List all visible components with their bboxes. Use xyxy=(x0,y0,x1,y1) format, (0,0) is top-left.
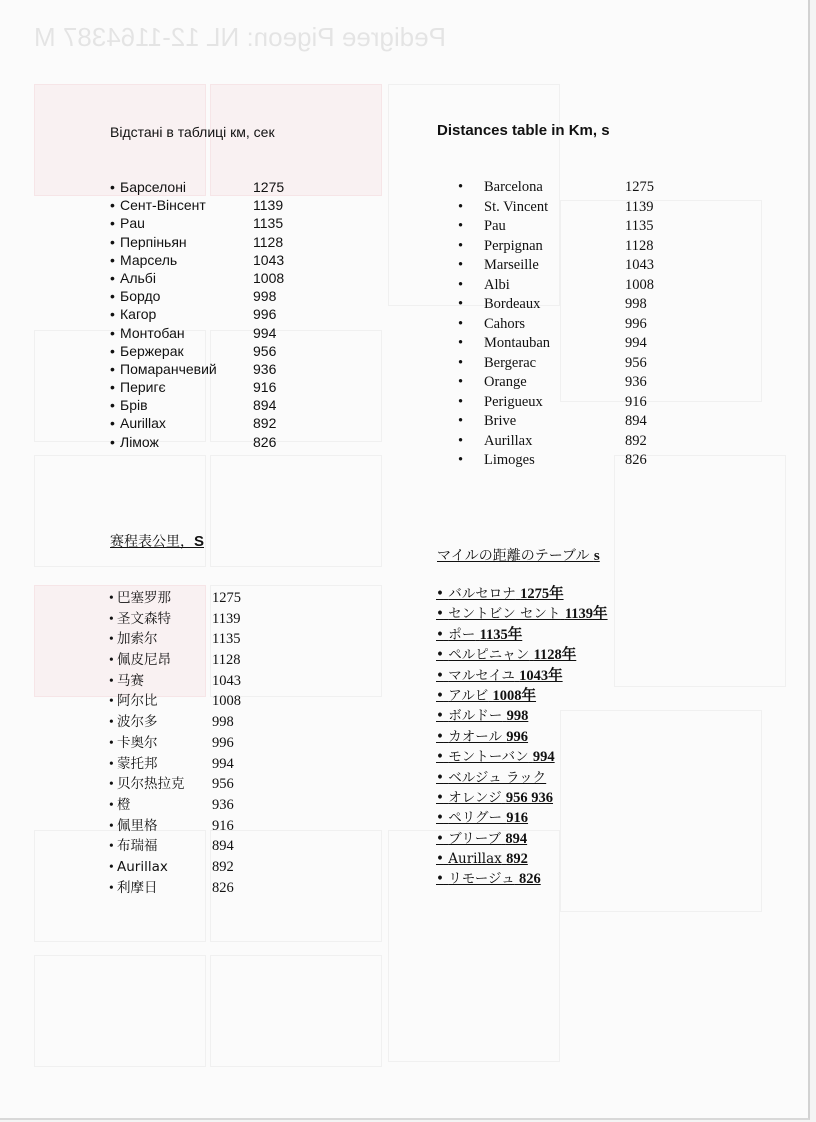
distance-value: 892 xyxy=(506,851,528,868)
ukrainian-table-title: Відстані в таблиці км, сек xyxy=(110,124,275,140)
bullet-marker: • xyxy=(436,789,444,806)
bullet-marker: • xyxy=(109,755,114,771)
distance-value: 1043 xyxy=(212,672,241,689)
place-name: 阿尔比 xyxy=(117,693,158,710)
place-name: Марсель xyxy=(120,251,178,268)
distance-value: 916 xyxy=(506,810,529,827)
bullet-marker: • xyxy=(458,335,464,351)
bullet-marker: • xyxy=(110,269,115,286)
bullet-marker: • xyxy=(110,433,115,450)
bullet-marker: • xyxy=(458,276,464,293)
place-name: Cahors xyxy=(484,315,526,332)
place-name: ベルジュ ラック xyxy=(448,769,547,786)
place-name: Барселоні xyxy=(120,179,187,195)
distance-value: 892 xyxy=(253,415,277,432)
place-name: 蒙托邦 xyxy=(117,755,158,772)
bleed-through-box xyxy=(34,955,206,1067)
ukrainian-distance-list xyxy=(110,178,284,451)
list-item xyxy=(436,706,608,726)
place-name: Pau xyxy=(120,215,145,232)
place-name: オレンジ xyxy=(448,789,502,806)
place-name: Брів xyxy=(120,397,148,414)
place-name: Кагор xyxy=(120,306,157,323)
place-name: ブリーブ xyxy=(448,830,502,847)
distance-value: 994 xyxy=(532,749,555,766)
distance-value: 1043年 xyxy=(519,667,563,684)
list-item xyxy=(110,178,284,196)
distance-value: 826 xyxy=(212,879,234,896)
japanese-table-title xyxy=(437,545,600,565)
distance-value: 1275 xyxy=(253,179,285,195)
list-item xyxy=(458,334,654,354)
bullet-marker: • xyxy=(458,354,464,371)
bullet-marker: • xyxy=(458,257,464,273)
bullet-marker: • xyxy=(458,179,464,195)
bullet-marker: • xyxy=(109,879,114,895)
place-name: 橙 xyxy=(117,796,131,813)
distance-value: 936 xyxy=(212,796,234,813)
distance-value: 916 xyxy=(625,393,647,410)
list-item xyxy=(110,324,284,342)
bullet-marker: • xyxy=(436,667,444,684)
list-item xyxy=(436,829,608,849)
place-name: Limoges xyxy=(484,452,535,468)
list-item xyxy=(458,198,654,218)
list-item xyxy=(458,295,654,315)
bullet-marker: • xyxy=(109,672,114,688)
list-item xyxy=(109,774,241,795)
distance-value: 996 xyxy=(253,306,277,323)
japanese-title-suffix: s xyxy=(593,548,600,564)
list-item xyxy=(436,584,608,604)
bullet-marker: • xyxy=(109,817,114,833)
bullet-marker: • xyxy=(458,374,464,390)
chinese-title-suffix: S xyxy=(194,533,205,550)
place-name: Pau xyxy=(484,218,506,234)
list-item xyxy=(110,269,284,287)
bullet-marker: • xyxy=(436,810,444,827)
place-name: Бордо xyxy=(120,288,161,305)
place-name: 佩里格 xyxy=(117,817,158,834)
place-name: ペリグー xyxy=(448,810,502,827)
distance-value: 826 xyxy=(518,871,541,888)
list-item xyxy=(458,178,654,198)
place-name: Bergerac xyxy=(484,354,537,371)
distance-value: 1008 xyxy=(625,276,654,293)
place-name: 布瑞福 xyxy=(117,838,158,855)
bullet-marker: • xyxy=(109,838,114,854)
list-item xyxy=(109,609,241,630)
distance-value: 916 xyxy=(212,817,234,834)
bullet-marker: • xyxy=(109,631,114,647)
list-item xyxy=(458,315,654,335)
distance-value: 1139 xyxy=(253,197,284,214)
bullet-marker: • xyxy=(436,687,444,704)
bullet-marker: • xyxy=(436,728,444,745)
list-item xyxy=(436,808,608,828)
distance-value: 894 xyxy=(625,413,647,429)
list-item xyxy=(110,305,284,323)
bullet-marker: • xyxy=(436,749,444,766)
distance-value: 936 xyxy=(625,374,647,390)
place-name: 圣文森特 xyxy=(117,610,171,627)
chinese-table-title xyxy=(110,531,204,551)
distance-value: 1135 xyxy=(253,215,284,232)
bullet-marker: • xyxy=(110,179,115,195)
place-name: Brive xyxy=(484,413,517,429)
place-name: マルセイユ xyxy=(448,667,515,684)
distance-value: 892 xyxy=(625,432,647,449)
distance-value: 996 xyxy=(506,728,529,745)
place-name: Aurillax xyxy=(448,851,502,868)
bullet-marker: • xyxy=(109,652,114,668)
bullet-marker: • xyxy=(436,586,444,602)
distance-value: 1043 xyxy=(253,251,285,268)
list-item xyxy=(436,666,608,686)
bullet-marker: • xyxy=(436,606,444,623)
bleed-through-box xyxy=(210,455,382,567)
list-item xyxy=(436,788,608,808)
place-name: Перпіньян xyxy=(120,233,187,250)
bullet-marker: • xyxy=(436,626,444,643)
list-item xyxy=(436,849,608,869)
list-item xyxy=(436,869,608,889)
bullet-marker: • xyxy=(436,851,444,868)
place-name: Perigueux xyxy=(484,393,543,410)
bullet-marker: • xyxy=(458,432,464,449)
bullet-marker: • xyxy=(436,830,444,847)
list-item xyxy=(458,237,654,257)
distance-value: 956 xyxy=(625,354,647,371)
place-name: Aurillax xyxy=(484,432,533,449)
english-distance-list xyxy=(458,178,654,471)
list-item xyxy=(110,196,284,214)
bullet-marker: • xyxy=(110,360,115,377)
bullet-marker: • xyxy=(109,734,114,750)
chinese-distance-list xyxy=(109,588,241,898)
list-item xyxy=(458,451,654,471)
bullet-marker: • xyxy=(458,393,464,410)
distance-value: 1275年 xyxy=(520,586,564,602)
bullet-marker: • xyxy=(109,858,114,874)
list-item xyxy=(458,432,654,452)
place-name: 巴塞罗那 xyxy=(117,590,171,606)
place-name: 马赛 xyxy=(117,672,144,689)
list-item xyxy=(458,373,654,393)
list-item xyxy=(436,604,608,624)
place-name: カオール xyxy=(448,728,502,745)
place-name: 贝尔热拉克 xyxy=(117,776,185,793)
bleed-through-box xyxy=(614,455,786,687)
japanese-title-text: マイルの距離のテーブル xyxy=(437,548,590,564)
distance-value: 994 xyxy=(625,335,647,351)
bullet-marker: • xyxy=(458,315,464,332)
list-item xyxy=(109,878,241,899)
list-item xyxy=(109,836,241,857)
place-name: Бержерак xyxy=(120,342,184,359)
list-item xyxy=(110,342,284,360)
list-item xyxy=(110,378,284,396)
distance-value: 1008年 xyxy=(492,687,537,704)
place-name: 波尔多 xyxy=(117,714,158,731)
bullet-marker: • xyxy=(436,769,444,786)
bullet-marker: • xyxy=(109,796,114,812)
list-item xyxy=(110,433,284,451)
bullet-marker: • xyxy=(110,251,115,268)
place-name: Лімож xyxy=(120,433,159,450)
japanese-distance-list xyxy=(436,584,608,890)
bullet-marker: • xyxy=(110,306,115,323)
list-item xyxy=(110,396,284,414)
distance-value: 956 936 xyxy=(505,789,554,806)
place-name: セントビン セント xyxy=(448,606,561,623)
distance-value: 916 xyxy=(253,379,277,396)
place-name: Barcelona xyxy=(484,179,543,195)
place-name: ポー xyxy=(448,626,476,643)
list-item xyxy=(109,650,241,671)
bullet-marker: • xyxy=(436,647,444,664)
place-name: Orange xyxy=(484,374,527,390)
bullet-marker: • xyxy=(110,215,115,232)
bullet-marker: • xyxy=(109,590,114,605)
list-item xyxy=(109,691,241,712)
bullet-marker: • xyxy=(110,197,115,214)
distance-value: 826 xyxy=(253,433,277,450)
distance-value: 894 xyxy=(253,397,277,414)
distance-value: 996 xyxy=(212,734,234,751)
distance-value: 1139 xyxy=(212,610,241,627)
place-name: Perpignan xyxy=(484,237,543,254)
bullet-marker: • xyxy=(110,288,115,305)
place-name: Aurillax xyxy=(117,858,168,875)
place-name: モントーバン xyxy=(448,749,529,766)
list-item xyxy=(109,733,241,754)
bullet-marker: • xyxy=(110,324,115,341)
distance-value: 936 xyxy=(253,360,277,377)
bullet-marker: • xyxy=(458,452,464,468)
bullet-marker: • xyxy=(110,379,115,396)
place-name: Marseille xyxy=(484,257,539,273)
bleed-through-header: Pedigree Pigeon: NL 12-1164387 M xyxy=(34,22,446,52)
bleed-through-box xyxy=(210,955,382,1067)
place-name: Bordeaux xyxy=(484,296,541,312)
place-name: 加索尔 xyxy=(117,631,158,648)
list-item xyxy=(110,233,284,251)
bullet-marker: • xyxy=(458,413,464,429)
bullet-marker: • xyxy=(109,776,114,792)
list-item xyxy=(436,768,608,788)
list-item xyxy=(436,686,608,706)
distance-value: 1128 xyxy=(253,233,284,250)
place-name: ペルピニャン xyxy=(448,647,530,664)
place-name: Монтобан xyxy=(120,324,185,341)
distance-value: 998 xyxy=(506,708,529,725)
distance-value: 998 xyxy=(212,714,234,731)
bullet-marker: • xyxy=(436,708,444,725)
distance-value: 994 xyxy=(212,755,234,772)
bullet-marker: • xyxy=(110,397,115,414)
list-item xyxy=(458,412,654,432)
distance-value: 1128 xyxy=(212,652,241,669)
list-item xyxy=(436,727,608,747)
chinese-title-text: 赛程表公里， xyxy=(110,534,194,550)
bullet-marker: • xyxy=(458,198,464,215)
distance-value: 1139 xyxy=(625,198,654,215)
list-item xyxy=(109,857,241,878)
distance-value: 1043 xyxy=(625,257,654,273)
place-name: バルセロナ xyxy=(448,586,516,602)
place-name: 利摩日 xyxy=(117,879,158,896)
distance-value: 826 xyxy=(625,452,647,468)
bullet-marker: • xyxy=(436,871,444,888)
place-name: アルビ xyxy=(448,687,489,704)
place-name: Сент-Вінсент xyxy=(120,197,206,214)
list-item xyxy=(110,360,284,378)
distance-value: 996 xyxy=(625,315,647,332)
bullet-marker: • xyxy=(109,610,114,626)
list-item xyxy=(458,393,654,413)
bullet-marker: • xyxy=(110,233,115,250)
place-name: Перигє xyxy=(120,379,166,396)
place-name: Помаранчевий xyxy=(120,360,217,377)
list-item xyxy=(110,214,284,232)
distance-value: 894 xyxy=(212,838,234,855)
list-item xyxy=(110,287,284,305)
place-name: 佩皮尼昂 xyxy=(117,652,171,669)
list-item xyxy=(110,414,284,432)
distance-value: 998 xyxy=(253,288,277,305)
bullet-marker: • xyxy=(109,693,114,709)
bullet-marker: • xyxy=(458,218,464,234)
bullet-marker: • xyxy=(458,237,464,254)
distance-value: 956 xyxy=(253,342,277,359)
list-item xyxy=(109,795,241,816)
list-item xyxy=(109,671,241,692)
place-name: リモージュ xyxy=(448,871,515,888)
distance-value: 998 xyxy=(625,296,647,312)
place-name: Aurillax xyxy=(120,415,166,432)
distance-value: 1139年 xyxy=(564,606,608,623)
bullet-marker: • xyxy=(110,415,115,432)
list-item xyxy=(109,816,241,837)
list-item xyxy=(458,217,654,237)
place-name: Albi xyxy=(484,276,510,293)
list-item xyxy=(110,251,284,269)
bullet-marker: • xyxy=(109,714,114,730)
list-item xyxy=(109,712,241,733)
distance-value: 1135年 xyxy=(479,626,523,643)
list-item xyxy=(436,625,608,645)
distance-value: 956 xyxy=(212,776,234,793)
list-item xyxy=(436,645,608,665)
distance-value: 1275 xyxy=(625,179,654,195)
distance-value: 1128 xyxy=(625,237,654,254)
distance-value: 1135 xyxy=(625,218,654,234)
bullet-marker: • xyxy=(458,296,464,312)
distance-value: 894 xyxy=(505,830,528,847)
place-name: 卡奥尔 xyxy=(117,734,158,751)
distance-value: 1275 xyxy=(212,590,241,606)
list-item xyxy=(458,354,654,374)
list-item xyxy=(109,754,241,775)
place-name: Альбі xyxy=(120,269,156,286)
distance-value: 1135 xyxy=(212,631,241,648)
list-item xyxy=(458,256,654,276)
place-name: Montauban xyxy=(484,335,551,351)
distance-value: 994 xyxy=(253,324,277,341)
distance-value: 892 xyxy=(212,858,234,875)
list-item xyxy=(109,588,241,609)
list-item xyxy=(458,276,654,296)
english-table-title: Distances table in Km, s xyxy=(437,122,610,139)
distance-value: 1128年 xyxy=(533,647,577,664)
place-name: ボルドー xyxy=(448,708,503,725)
place-name: St. Vincent xyxy=(484,198,549,215)
list-item xyxy=(109,629,241,650)
distance-value: 1008 xyxy=(253,269,285,286)
distance-value: 1008 xyxy=(212,693,241,710)
bullet-marker: • xyxy=(110,342,115,359)
list-item xyxy=(436,747,608,767)
